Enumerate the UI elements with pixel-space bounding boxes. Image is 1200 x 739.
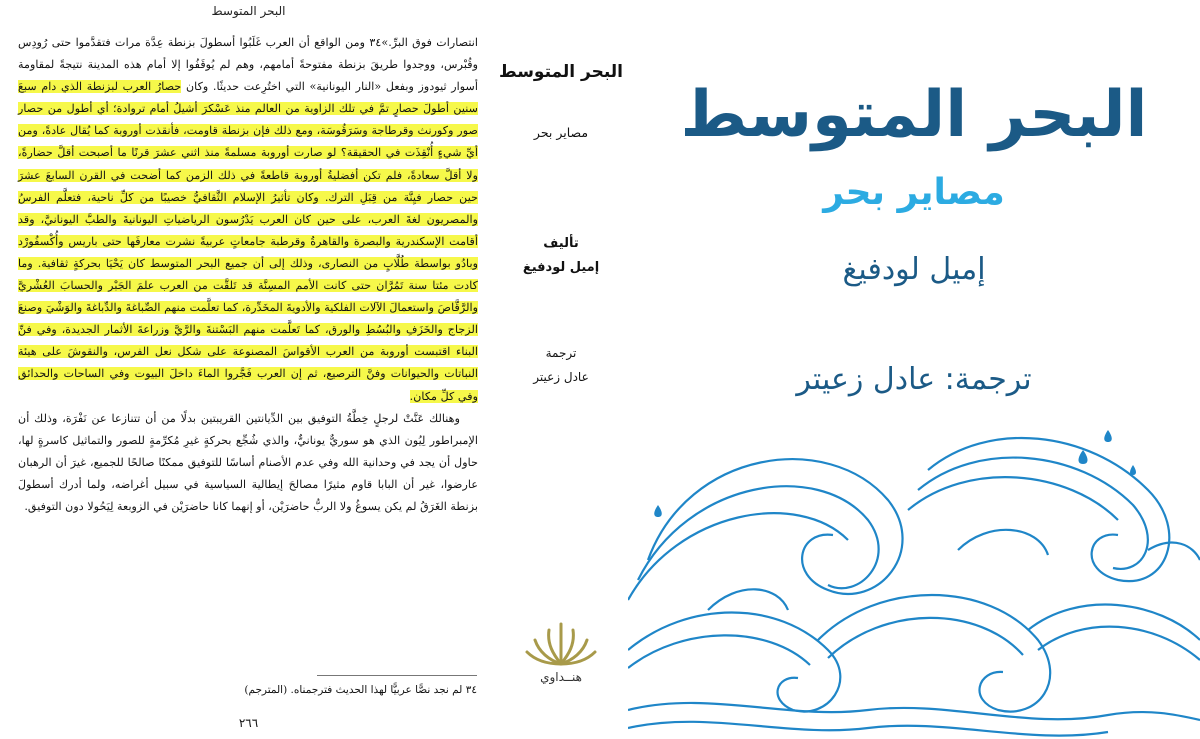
paragraph-1-text: انتصارات فوق البرِّ.»٣٤ ومن الواقع أن العرب غَلَبُوا أسطولَ بزنطة عِدَّة مرات فتقدَّموا حتى رُودِس وقُبْرس، ووجدوا طريقَ بزنطة مفتوحةً أمامهم، وهم لم يُوقَفُوا إلا أمام هذه المدينة نتيجةً لمقاومة أسوار ثيودوز وبفعل «النار اليونانية» التي اختُرِعت حديثًا. وكان: [18, 36, 479, 94]
book-subtitle: مصاير بحر: [533, 125, 589, 140]
text-page: [0, 0, 497, 739]
title-page: [497, 0, 628, 739]
book-cover: [628, 0, 1200, 739]
highlighted-passage[interactable]: حصارُ العرب لبزنطة الذي دام سبعَ سنين أطولَ حصارٍ تمَّ في تلك الزاوية من العالم منذ عَسْكرَ أشيلُ أمام تروادة؛ أي أطول من حصار صور وكورنث وقرطاجة وسَرَقُوسَة، ومع ذلك فإن بزنطة قاومت، فأنقذت أوروبة كما يُقال عادةً، ومن أيِّ شيءٍ أُنْقِذَت في الحقيقة؟ لو صارت أوروبة مسلمةً منذ اثني عشرَ قرنًا ما أصبحت أقلَّ حضارةً، ولا أقلَّ سعادةً، فلم تكن أفضليةُ أوروبة قاطعةً في ذلك الزمن كما أضحت في القرن السابعَ عشرَ حين حصار فيِنَّة من قِبَلِ الترك. وكان تأثيرُ الإسلام الثَّقافيُّ خصيبًا من كلِّ ناحية، فتعلَّم الفرسُ والمصريون لغةَ العرب، على حين كان العرب يَدْرُسون الرياضياتِ اليونانيةَ والطبَّ اليونانيَّ، وقد أقامت الإسكندرية والبصرة والقاهرةُ وقرطبة جامعاتٍ عربيةً نشرت معارفَها حتى باريس وأُكْسفُورْد وبادُو بواسطة طُلَّابٍ من النصارى، وذلك إلى أن جميع البحر المتوسط كان يَحْيَا بحركةٍ ثقافية. وما كادت مئتا سنة تَمُرَّان حتى كانت الأمم المسِنَّة قد تَلقَّت من العرب علمَ الجَبْر والحسابَ العُشْريَّ والرَّقَّاصَ واستعمالَ الآلات الفلكية والأدويةَ المخَدِّرة، كما تعلَّمت منهم الصِّباغةَ والدِّباغةَ والوَشْيَ وصنعَ الزجاج والخَزَفِ والبُسُطِ والورق، كما تَعلَّمت منهم البَسْتنةَ والرَّيَّ وزراعةَ الأثمار الجديدة، وفي فنِّ البناء اقتبست أوروبة من العرب الأقواسَ المصنوعة على شكل نعل الفرس، والنقوشَ على هيئة النباتات والحيوانات وفنَّ الترصيع، ثم إن العرب فَجَّروا الماءَ داخلَ البيوت وفي الساحات والحدائق وفي كلِّ مكان.: [18, 80, 478, 403]
cover-subtitle: مصاير بحر: [823, 172, 1005, 213]
cover-title: البحر المتوسط: [680, 78, 1148, 152]
cover-author: إميل لودفيغ: [842, 252, 986, 287]
paragraph-1: [18, 32, 478, 408]
translation-label: ترجمة: [545, 346, 577, 360]
cover-translator: ترجمة: عادل زعيتر: [796, 362, 1032, 397]
footnote: ٣٤ لم نجد نصًّا عربيًّا لهذا الحديث فترجمناه. (المترجم): [244, 684, 477, 696]
body-text: [18, 32, 478, 518]
publisher-name: هنــداوي: [540, 670, 582, 684]
paragraph-2: وهنالك عَنَّتْ لرجلٍ خِطَّةُ التوفيق بين الدِّيانتين القريبتين بدلًا من أن تتنازعا عن نَفْرَة، وذلك أن الإمبراطور لِيُون الذي هو سوريٌّ يونانيٌّ، والذي شُجِّع بحركةٍ غيرِ مُكرِّمةٍ للصور والتماثيل كاسرةٍ لها، حاول أن يجد في وحدانية الله وفي عدم الأصنام أساسًا للتوفيق ممكنًا صالحًا للجميع، غيرَ أن الرهبان عارضوا، غير أن البابا قاوم مثيرًا مصالحَ إيطالية السياسية في سبيل أغراضه، ولما أدرك أسطولَ بزنطة الغَرَقُ لم يكن يسوغُ ولا الربُّ حاضرَيْن، أو إنهما كانا حاضرَيْن في الزوبعة لِيَحُولا دون التوفيق.: [18, 411, 478, 513]
footnote-rule: [317, 675, 477, 676]
book-title: البحر المتوسط: [498, 62, 624, 82]
author-label: تأليف: [543, 236, 579, 251]
author-name: إميل لودفيغ: [522, 260, 600, 275]
waves-illustration-icon: [628, 410, 1200, 739]
page-number: ٢٦٦: [238, 716, 259, 730]
running-head: البحر المتوسط: [211, 4, 286, 18]
translator-name: عادل زعيتر: [533, 370, 589, 384]
